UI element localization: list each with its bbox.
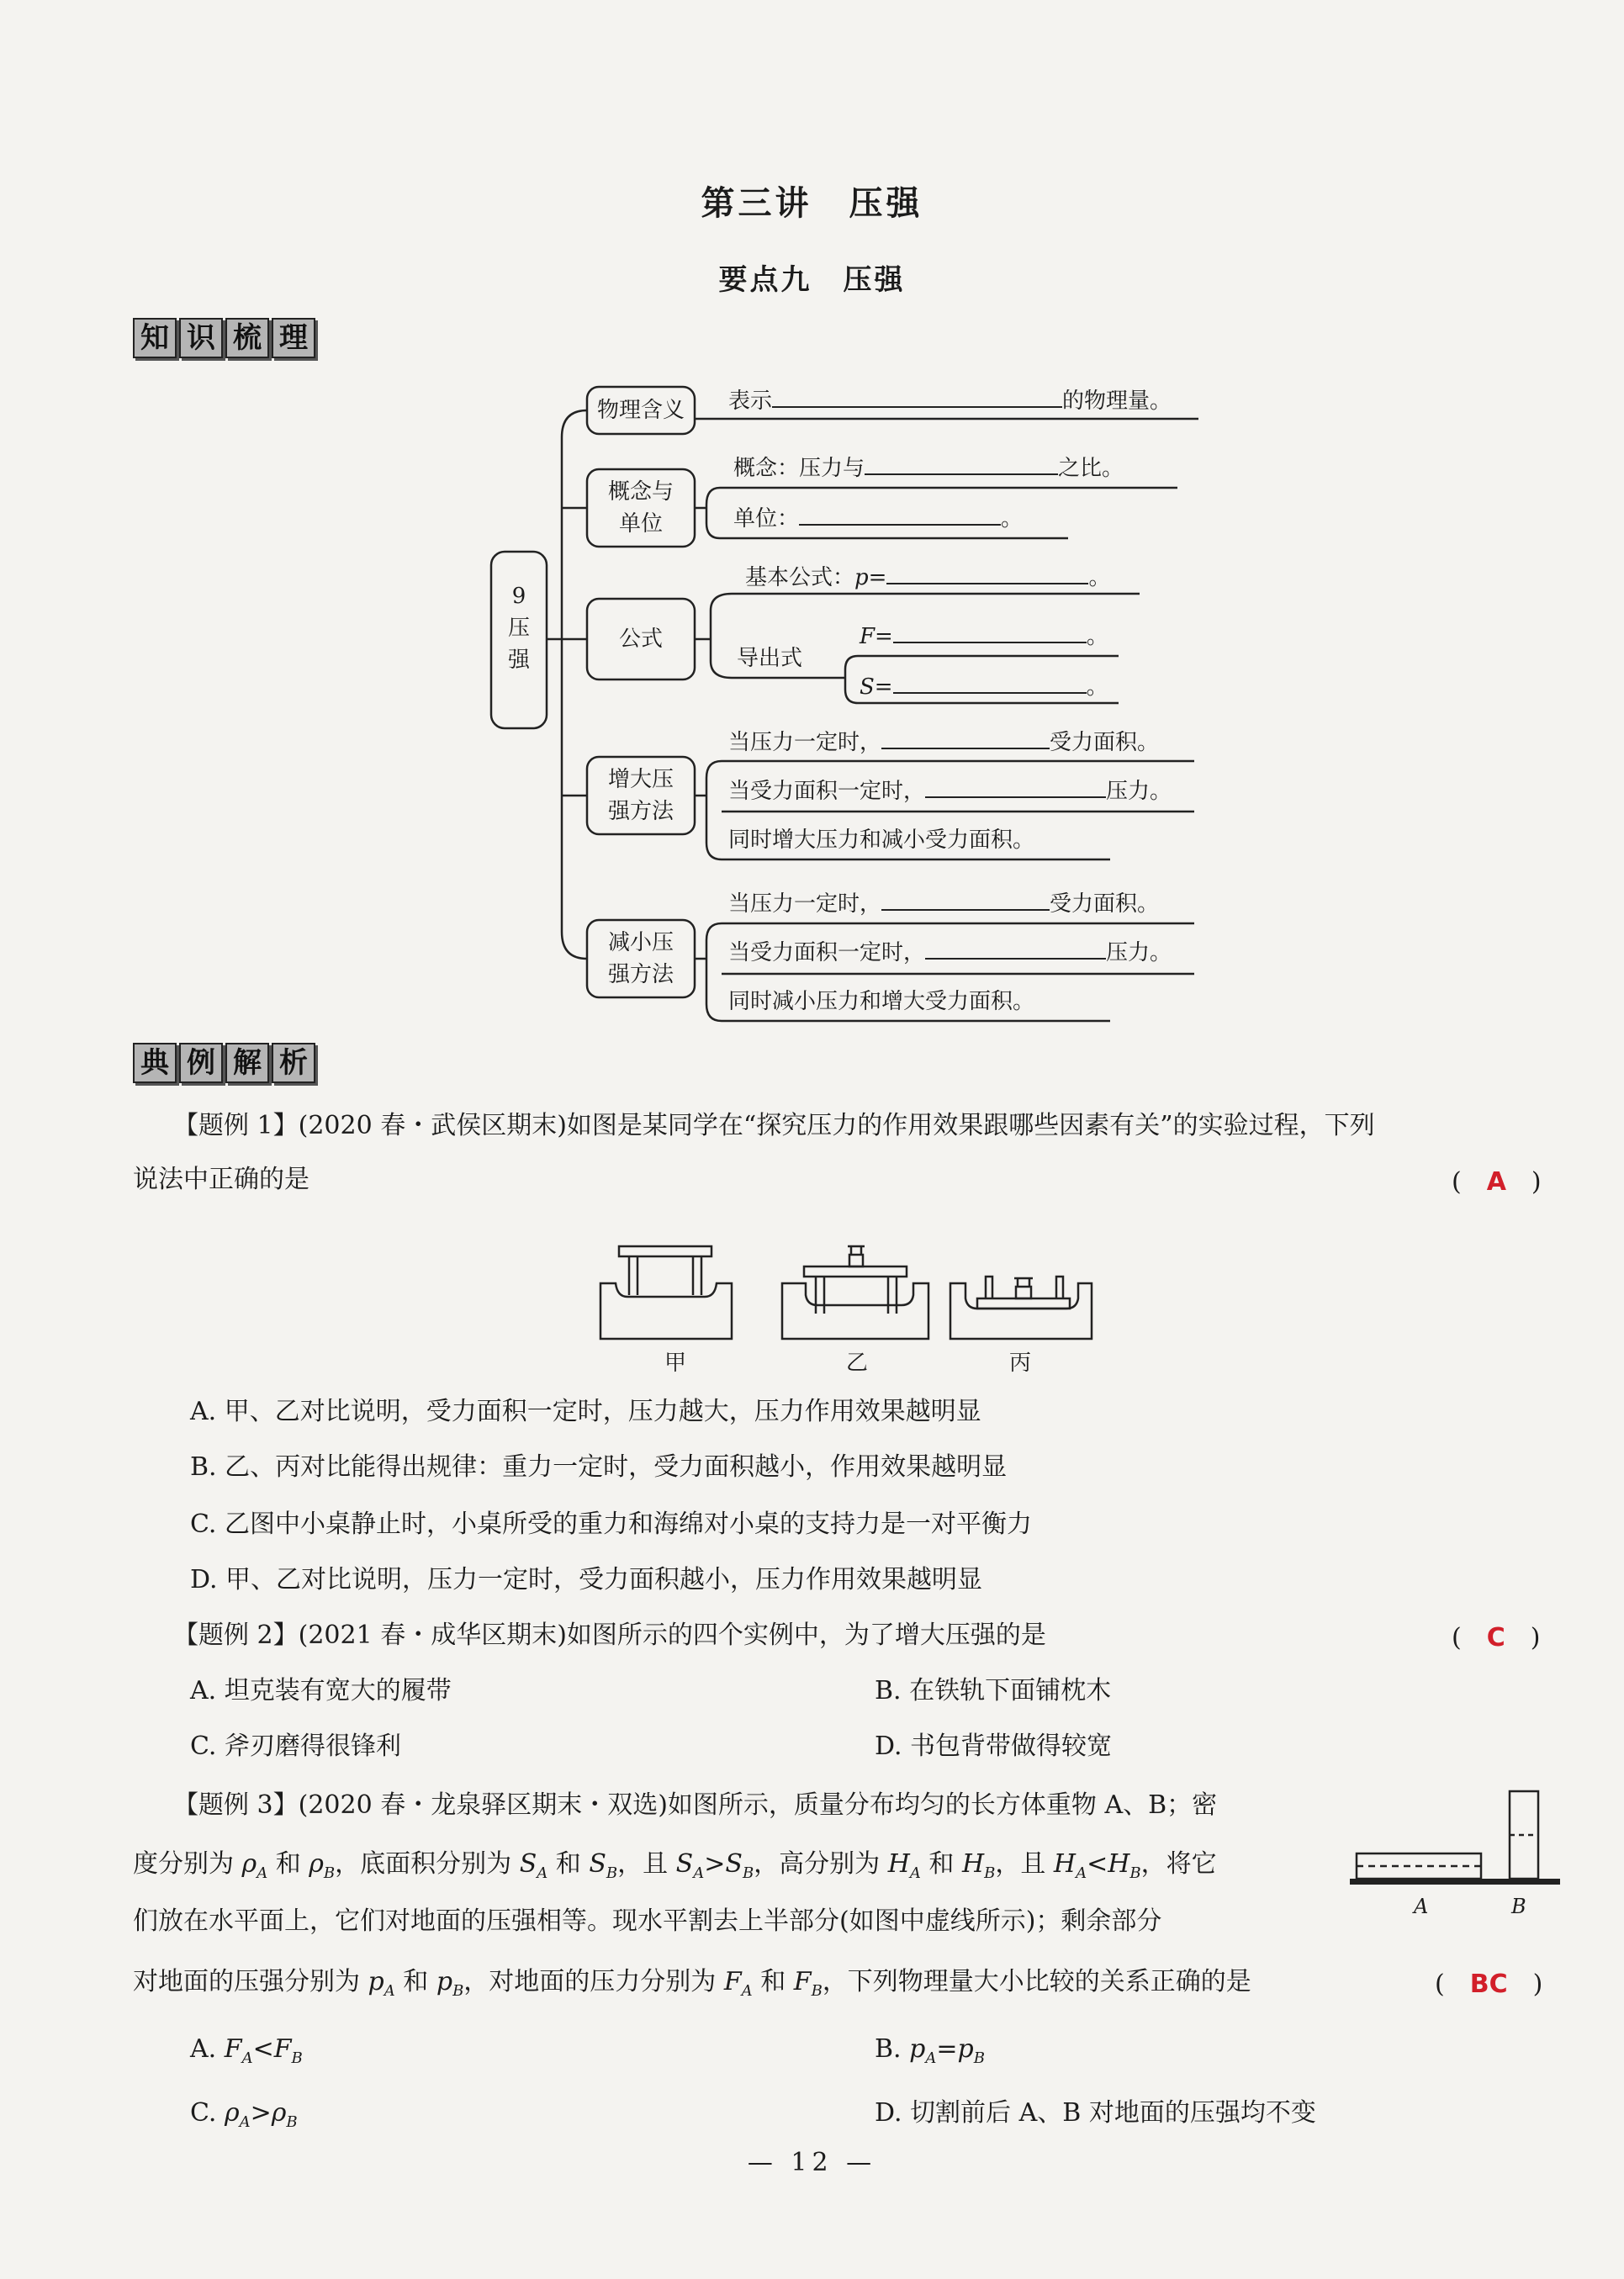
- q1-option-d[interactable]: D. 甲、乙对比说明，压力一定时，受力面积越小，压力作用效果越明显: [190, 1565, 983, 1594]
- q1-option-a[interactable]: A. 甲、乙对比说明，受力面积一定时，压力越大，压力作用效果越明显: [190, 1397, 981, 1426]
- meaning-line: [728, 383, 1172, 415]
- q3-option-a[interactable]: [190, 2030, 303, 2078]
- text: ，底面积分别为: [335, 1849, 520, 1879]
- label-decrease-line1: 减小压: [607, 930, 674, 955]
- sub-a: A: [241, 2049, 253, 2067]
- blank: [893, 672, 1087, 694]
- sym-gt: >: [250, 2098, 272, 2128]
- basic-pre: 基本公式：: [745, 565, 855, 590]
- q2-answer: C: [1486, 1623, 1505, 1652]
- increase-l2-pre: 当受力面积一定时，: [728, 779, 926, 804]
- text: ，且: [617, 1849, 676, 1879]
- sponge-yi: [782, 1283, 928, 1339]
- table-top-bing: [977, 1298, 1070, 1309]
- sym-s: S: [675, 1849, 694, 1879]
- increase-l1-post: 受力面积。: [1050, 730, 1160, 755]
- sym-lt: <: [1087, 1849, 1108, 1879]
- mindmap-trunk: [562, 410, 587, 959]
- text: 和: [394, 1967, 436, 1996]
- meaning-post: 的物理量。: [1062, 389, 1172, 414]
- sub-b: B: [1129, 1864, 1141, 1882]
- concept-pre: 概念：压力与: [733, 456, 865, 481]
- increase-l2-post: 压力。: [1106, 779, 1172, 804]
- weight-yi: [849, 1255, 863, 1266]
- sub-b: B: [286, 2113, 298, 2131]
- derived-label: 导出式: [737, 646, 803, 671]
- q1-fig-label-bing: 丙: [1009, 1351, 1032, 1376]
- sym-h: H: [961, 1849, 985, 1879]
- text: ，高分别为: [754, 1849, 888, 1879]
- sym-p: p: [909, 2034, 926, 2064]
- badge-char: 梳: [225, 318, 269, 358]
- concept-post: 之比。: [1058, 456, 1124, 481]
- sponge-bing: [950, 1283, 1092, 1339]
- q1-fig-label-jia: 甲: [664, 1351, 687, 1376]
- sub-a: A: [909, 1864, 921, 1882]
- blank: [865, 453, 1058, 475]
- q3-stem-line3: 们放在水平面上，它们对地面的压强相等。现水平割去上半部分(如图中虚线所示)；剩余部分: [133, 1906, 1162, 1936]
- label-formula: 公式: [618, 627, 663, 652]
- q3-option-d[interactable]: D. 切割前后 A、B 对地面的压强均不变: [875, 2098, 1316, 2128]
- q3-fig-label-a: A: [1414, 1895, 1429, 1918]
- sub-a: A: [925, 2049, 937, 2067]
- text: 度分别为: [133, 1849, 242, 1879]
- increase-l1-pre: 当压力一定时，: [728, 730, 882, 755]
- decrease-line-3: 同时减小压力和增大受力面积。: [728, 989, 1035, 1014]
- text: A.: [190, 2034, 225, 2064]
- q3-fig-label-b: B: [1511, 1895, 1526, 1918]
- unit-post: 。: [1001, 506, 1024, 531]
- q1-stem-line2: 说法中正确的是: [133, 1165, 309, 1194]
- sub-a: A: [384, 1982, 395, 2000]
- label-increase-line2: 强方法: [607, 799, 674, 824]
- basic-formula-line: [745, 560, 1110, 591]
- sym-f: F: [224, 2034, 242, 2064]
- blank: [925, 938, 1106, 960]
- q1-answer-bracket: ( A ): [1452, 1167, 1542, 1197]
- label-concept: [587, 476, 695, 540]
- basic-var: p=: [854, 565, 887, 590]
- blank: [799, 504, 1001, 526]
- concept-line: [733, 451, 1124, 482]
- ground: [1350, 1879, 1560, 1885]
- sub-b: B: [811, 1982, 823, 2000]
- sub-a: A: [257, 1864, 268, 1882]
- formula-end: 。: [1086, 624, 1108, 649]
- decrease-l2-post: 压力。: [1106, 940, 1172, 965]
- decrease-line-1: [728, 886, 1159, 917]
- q2-stem: 【题例 2】(2021 春・成华区期末)如图所示的四个实例中，为了增大压强的是: [173, 1621, 1046, 1650]
- page-title: 第三讲 压强: [701, 183, 923, 223]
- q3-stem-line4: [133, 1963, 1251, 2011]
- badge-char: 例: [179, 1043, 223, 1083]
- q3-option-b[interactable]: [875, 2030, 985, 2078]
- blank: [772, 386, 1062, 408]
- blank: [881, 727, 1050, 749]
- unit-pre: 单位：: [733, 506, 800, 531]
- sym-h: H: [1108, 1849, 1130, 1879]
- sub-b: B: [323, 1864, 336, 1882]
- unit-line: [733, 501, 1023, 532]
- badge-char: 解: [225, 1043, 269, 1083]
- sym-rho: ρ: [224, 2098, 240, 2128]
- sym-eq: =: [936, 2034, 958, 2064]
- sub-a: A: [537, 1864, 548, 1882]
- weight-bing: [1016, 1287, 1031, 1298]
- q1-answer: A: [1486, 1167, 1506, 1197]
- sym-p: p: [368, 1967, 384, 1996]
- sub-a: A: [239, 2113, 251, 2131]
- q2-option-a[interactable]: A. 坦克装有宽大的履带: [190, 1676, 452, 1705]
- sponge-jia: [600, 1283, 732, 1339]
- section-subtitle: 要点九 压强: [718, 263, 906, 297]
- table-top-jia: [619, 1246, 711, 1256]
- q1-option-c[interactable]: C. 乙图中小桌静止时，小桌所受的重力和海绵对小桌的支持力是一对平衡力: [190, 1510, 1032, 1539]
- q2-option-c[interactable]: C. 斧刃磨得很锋利: [190, 1732, 401, 1761]
- sub-a: A: [741, 1982, 753, 2000]
- label-increase: [587, 764, 695, 828]
- s-var: S=: [860, 674, 893, 700]
- text: ，且: [995, 1849, 1054, 1879]
- label-concept-line2: 单位: [618, 511, 663, 537]
- sub-b: B: [452, 1982, 464, 2000]
- mindmap-root-label: [491, 580, 547, 676]
- q3-answer-bracket: ( BC ): [1435, 1970, 1543, 1999]
- sub-b: B: [291, 2049, 303, 2067]
- decrease-line-2: [728, 935, 1172, 966]
- sub-b: B: [984, 1864, 996, 1882]
- blank: [886, 563, 1088, 584]
- q2-option-d[interactable]: D. 书包背带做得较宽: [875, 1732, 1113, 1761]
- text: 和: [920, 1849, 962, 1879]
- q3-option-c[interactable]: [190, 2094, 298, 2142]
- root-char: 强: [507, 648, 530, 673]
- sym-gt: >: [704, 1849, 726, 1879]
- sym-s: S: [725, 1849, 743, 1879]
- q1-stem-line1: 【题例 1】(2020 春・武侯区期末)如图是某同学在“探究压力的作用效果跟哪些因素有关”的实验过程，下列: [173, 1111, 1375, 1140]
- text: C.: [190, 2098, 225, 2128]
- label-meaning: 物理含义: [596, 398, 685, 423]
- label-decrease-line2: 强方法: [607, 962, 674, 987]
- text: ，下列物理量大小比较的关系正确的是: [822, 1967, 1251, 1996]
- sym-rho: ρ: [241, 1849, 257, 1879]
- q3-blocks-figure: [1350, 1783, 1560, 1892]
- table-top-yi: [804, 1266, 907, 1277]
- q2-answer-bracket: ( C ): [1452, 1623, 1541, 1652]
- text: 对地面的压强分别为: [133, 1967, 368, 1996]
- q1-fig-label-yi: 乙: [846, 1351, 869, 1376]
- sym-lt: <: [252, 2034, 274, 2064]
- sym-p: p: [957, 2034, 974, 2064]
- sub-b: B: [606, 1864, 618, 1882]
- blank: [893, 621, 1087, 643]
- sym-f: F: [793, 1967, 812, 1996]
- q1-option-b[interactable]: B. 乙、丙对比能得出规律：重力一定时，受力面积越小，作用效果越明显: [190, 1452, 1008, 1482]
- sym-f: F: [273, 2034, 292, 2064]
- badge-char: 知: [133, 318, 177, 358]
- text: 和: [548, 1849, 590, 1879]
- sub-b: B: [742, 1864, 754, 1882]
- badge-char: 典: [133, 1043, 177, 1083]
- sub-a: A: [693, 1864, 705, 1882]
- root-number: 9: [511, 584, 526, 609]
- sym-h: H: [887, 1849, 910, 1879]
- text: 和: [752, 1967, 794, 1996]
- sub-b: B: [973, 2049, 985, 2067]
- sym-p: p: [436, 1967, 453, 1996]
- f-formula-line: [860, 619, 1108, 650]
- text: ，对地面的压力分别为: [463, 1967, 724, 1996]
- formula-end: 。: [1086, 674, 1108, 700]
- label-increase-line1: 增大压: [607, 767, 674, 792]
- root-char: 压: [507, 616, 530, 641]
- sym-h: H: [1053, 1849, 1076, 1879]
- sym-rho: ρ: [271, 2098, 287, 2128]
- blank: [925, 776, 1106, 798]
- sym-f: F: [723, 1967, 742, 1996]
- sym-s: S: [519, 1849, 537, 1879]
- sub-a: A: [1076, 1864, 1087, 1882]
- decrease-l1-pre: 当压力一定时，: [728, 891, 882, 917]
- badge-char: 析: [272, 1043, 315, 1083]
- page-number: — 12 —: [747, 2148, 877, 2177]
- text: 和: [267, 1849, 309, 1879]
- examples-section-badge: [133, 1043, 315, 1083]
- increase-line-2: [728, 774, 1172, 805]
- label-concept-line1: 概念与: [607, 479, 674, 505]
- sym-rho: ρ: [309, 1849, 324, 1879]
- s-formula-line: [860, 669, 1108, 701]
- badge-char: 识: [179, 318, 223, 358]
- increase-line-3: 同时增大压力和减小受力面积。: [728, 828, 1035, 853]
- increase-line-1: [728, 725, 1159, 756]
- decrease-l1-post: 受力面积。: [1050, 891, 1160, 917]
- f-var: F=: [860, 624, 893, 649]
- label-decrease: [587, 927, 695, 991]
- q3-answer: BC: [1469, 1970, 1508, 1999]
- decrease-l2-pre: 当受力面积一定时，: [728, 940, 926, 965]
- sym-s: S: [589, 1849, 606, 1879]
- text: ，将它: [1140, 1849, 1217, 1879]
- q3-stem-line1: 【题例 3】(2020 春・龙泉驿区期末・双选)如图所示，质量分布均匀的长方体重物 A、B；密: [173, 1790, 1218, 1820]
- formula-end: 。: [1088, 565, 1111, 590]
- badge-char: 理: [272, 318, 315, 358]
- blank: [881, 889, 1050, 911]
- q2-option-b[interactable]: B. 在铁轨下面铺枕木: [875, 1676, 1112, 1705]
- q1-sponge-figure: [589, 1236, 1110, 1354]
- text: B.: [875, 2034, 910, 2064]
- q3-stem-line2: [133, 1845, 1217, 1893]
- meaning-pre: 表示: [728, 389, 773, 414]
